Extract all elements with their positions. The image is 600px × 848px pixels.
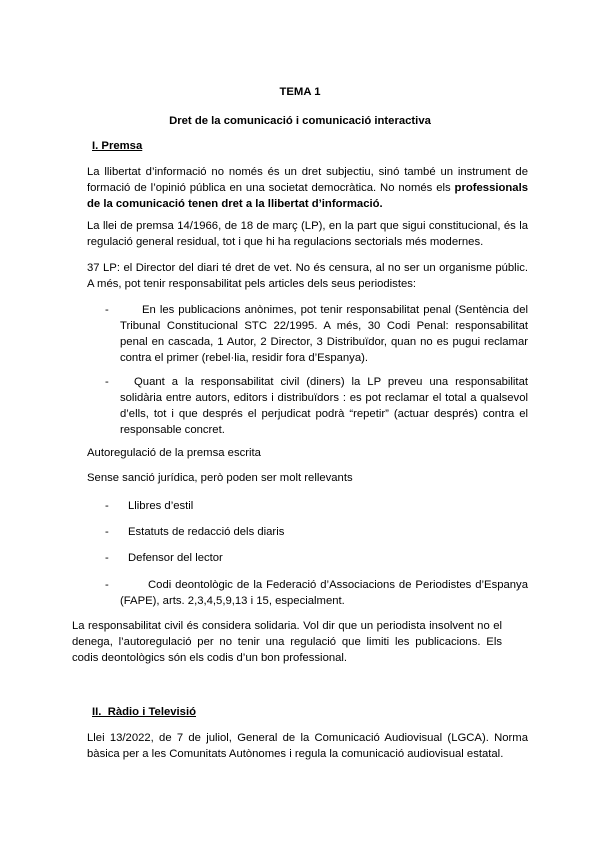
document-subtitle: Dret de la comunicació i comunicació interactiva bbox=[169, 115, 431, 127]
document-title: TEMA 1 bbox=[279, 86, 321, 98]
section-heading-radio-televisio: II. Ràdio i Televisió bbox=[92, 706, 196, 718]
list-item-responsabilitat-civil: Quant a la responsabilitat civil (diners) la LP preveu una responsabilitat solidària entre autors, editors i distribuïdors : es pot reclamar el total a qualsevol d’ells, tot i que després el perjudicat podrà “repetir” (actuar després) contra el responsable concret. bbox=[120, 376, 528, 436]
paragraph-responsabilitat-civil-solidaria: La responsabilitat civil és considera solidaria. Vol dir que un periodista insolvent no el denega, l’autoregulació per no tenir una regulació que limiti les publicacions. Els codis deontològics són els codis d’un bon professional. bbox=[72, 620, 502, 664]
list-dash: - bbox=[105, 376, 109, 388]
list-dash: - bbox=[105, 500, 109, 512]
list-dash: - bbox=[105, 304, 109, 316]
list-item-estatuts-redaccio: Estatuts de redacció dels diaris bbox=[128, 526, 285, 538]
paragraph-bold-text: professionals de la comunicació tenen dret a la llibertat d’informació. bbox=[87, 182, 528, 210]
section-heading-premsa: I. Premsa bbox=[92, 140, 143, 152]
paragraph-normal-text: La llibertat d’informació no només és un dret subjectiu, sinó també un instrument de formació de l’opinió pública en una societat democràtica. No només els bbox=[87, 166, 528, 194]
list-item-codi-deontologic: Codi deontològic de la Federació d’Associacions de Periodistes d’Espanya (FAPE), arts. 2,3,4,5,9,13 i 15, especialment. bbox=[120, 579, 528, 607]
list-item-llibres-estil: Llibres d’estil bbox=[128, 500, 194, 512]
list-item-responsabilitat-penal: En les publicacions anònimes, pot tenir responsabilitat penal (Sentència del Tribunal Constitucional STC 22/1995. A més, 30 Codi Penal: responsabilitat penal en cascada, 1 Autor, 2 Director, 3 Distribuïdor, quan no es pugui reclamar contra el primer (rebel·lia, residir fora d’Espanya). bbox=[120, 304, 528, 364]
paragraph-llei-premsa: La llei de premsa 14/1966, de 18 de març (LP), en la part que sigui constitucional, és la regulació general residual, tot i que hi ha regulacions sectorials més modernes. bbox=[87, 220, 528, 248]
paragraph-sense-sancio: Sense sanció jurídica, però poden ser molt rellevants bbox=[87, 472, 353, 484]
paragraph-director-vet: 37 LP: el Director del diari té dret de vet. No és censura, al no ser un organisme públic. A més, pot tenir responsabilitat pels articles dels seus periodistes: bbox=[87, 262, 528, 290]
list-dash: - bbox=[105, 526, 109, 538]
paragraph-llibertat-informacio bbox=[87, 164, 528, 212]
list-dash: - bbox=[105, 552, 109, 564]
paragraph-autoregulacio: Autoregulació de la premsa escrita bbox=[87, 447, 261, 459]
list-item-defensor-lector: Defensor del lector bbox=[128, 552, 223, 564]
list-dash: - bbox=[105, 579, 109, 591]
paragraph-llei-lgca: Llei 13/2022, de 7 de juliol, General de la Comunicació Audiovisual (LGCA). Norma bàsica per a les Comunitats Autònomes i regula la comunicació audiovisual estatal. bbox=[87, 732, 528, 760]
